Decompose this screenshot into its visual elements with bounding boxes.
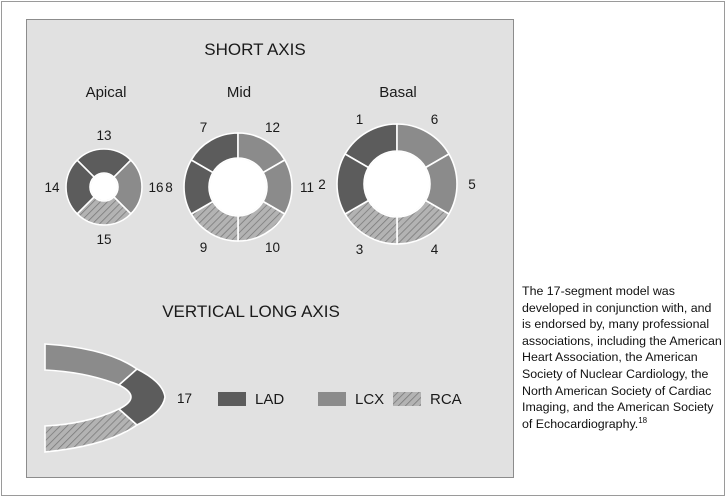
basal-ring-cavity [365,152,429,216]
segment-4-label: 4 [430,241,439,257]
segment-10-label: 10 [264,239,281,255]
short-axis-rings [44,112,475,257]
segment-11-label: 11 [299,180,315,195]
apical-label: Apical [85,84,127,101]
segment-1-label: 1 [355,112,364,128]
legend-swatch-rca [393,392,421,406]
legend-swatch-lad [218,392,246,406]
vertical-long-axis-title: VERTICAL LONG AXIS [162,302,340,321]
segment-15-label: 15 [96,232,112,247]
segment-14-label: 14 [44,180,60,195]
legend [218,391,462,408]
caption-text: The 17-segment model was developed in conjunction with, and is endorsed by, many professional associations, including the American Heart Association, the American Society of Nuclear Cardiology, the North American Society of Cardiac Imaging, and the American Society of Echocardiography. [522,284,722,431]
segment-9-label: 9 [199,239,208,255]
segment-3-label: 3 [355,241,364,257]
segment-7-label: 7 [199,120,208,136]
segment-8-label: 8 [165,180,173,195]
segment-6-label: 6 [430,112,439,128]
segment-diagram [27,20,513,477]
segment-13-label: 13 [96,128,112,143]
mid-ring-cavity [210,159,266,215]
segment-12-label: 12 [264,120,281,136]
caption-reference: 18 [638,415,648,425]
segment-5-label: 5 [468,177,476,192]
segment-2-label: 2 [318,177,326,192]
figure-caption [522,283,722,432]
diagram-panel [26,19,514,478]
segment-17-label: 17 [177,391,193,406]
basal-label: Basal [379,84,417,101]
long-axis-anterior-wall [45,344,137,385]
mid-label: Mid [226,84,252,101]
long-axis-shape [45,344,165,452]
legend-swatch-lcx [318,392,346,406]
segment-16-label: 16 [148,180,164,195]
legend-label-rca: RCA [430,391,462,408]
legend-label-lad: LAD [255,391,285,408]
legend-label-lcx: LCX [355,391,385,408]
short-axis-title: SHORT AXIS [204,40,306,59]
figure-frame [1,1,725,496]
long-axis-inferior-wall [45,409,137,452]
apical-ring-cavity [91,174,117,200]
